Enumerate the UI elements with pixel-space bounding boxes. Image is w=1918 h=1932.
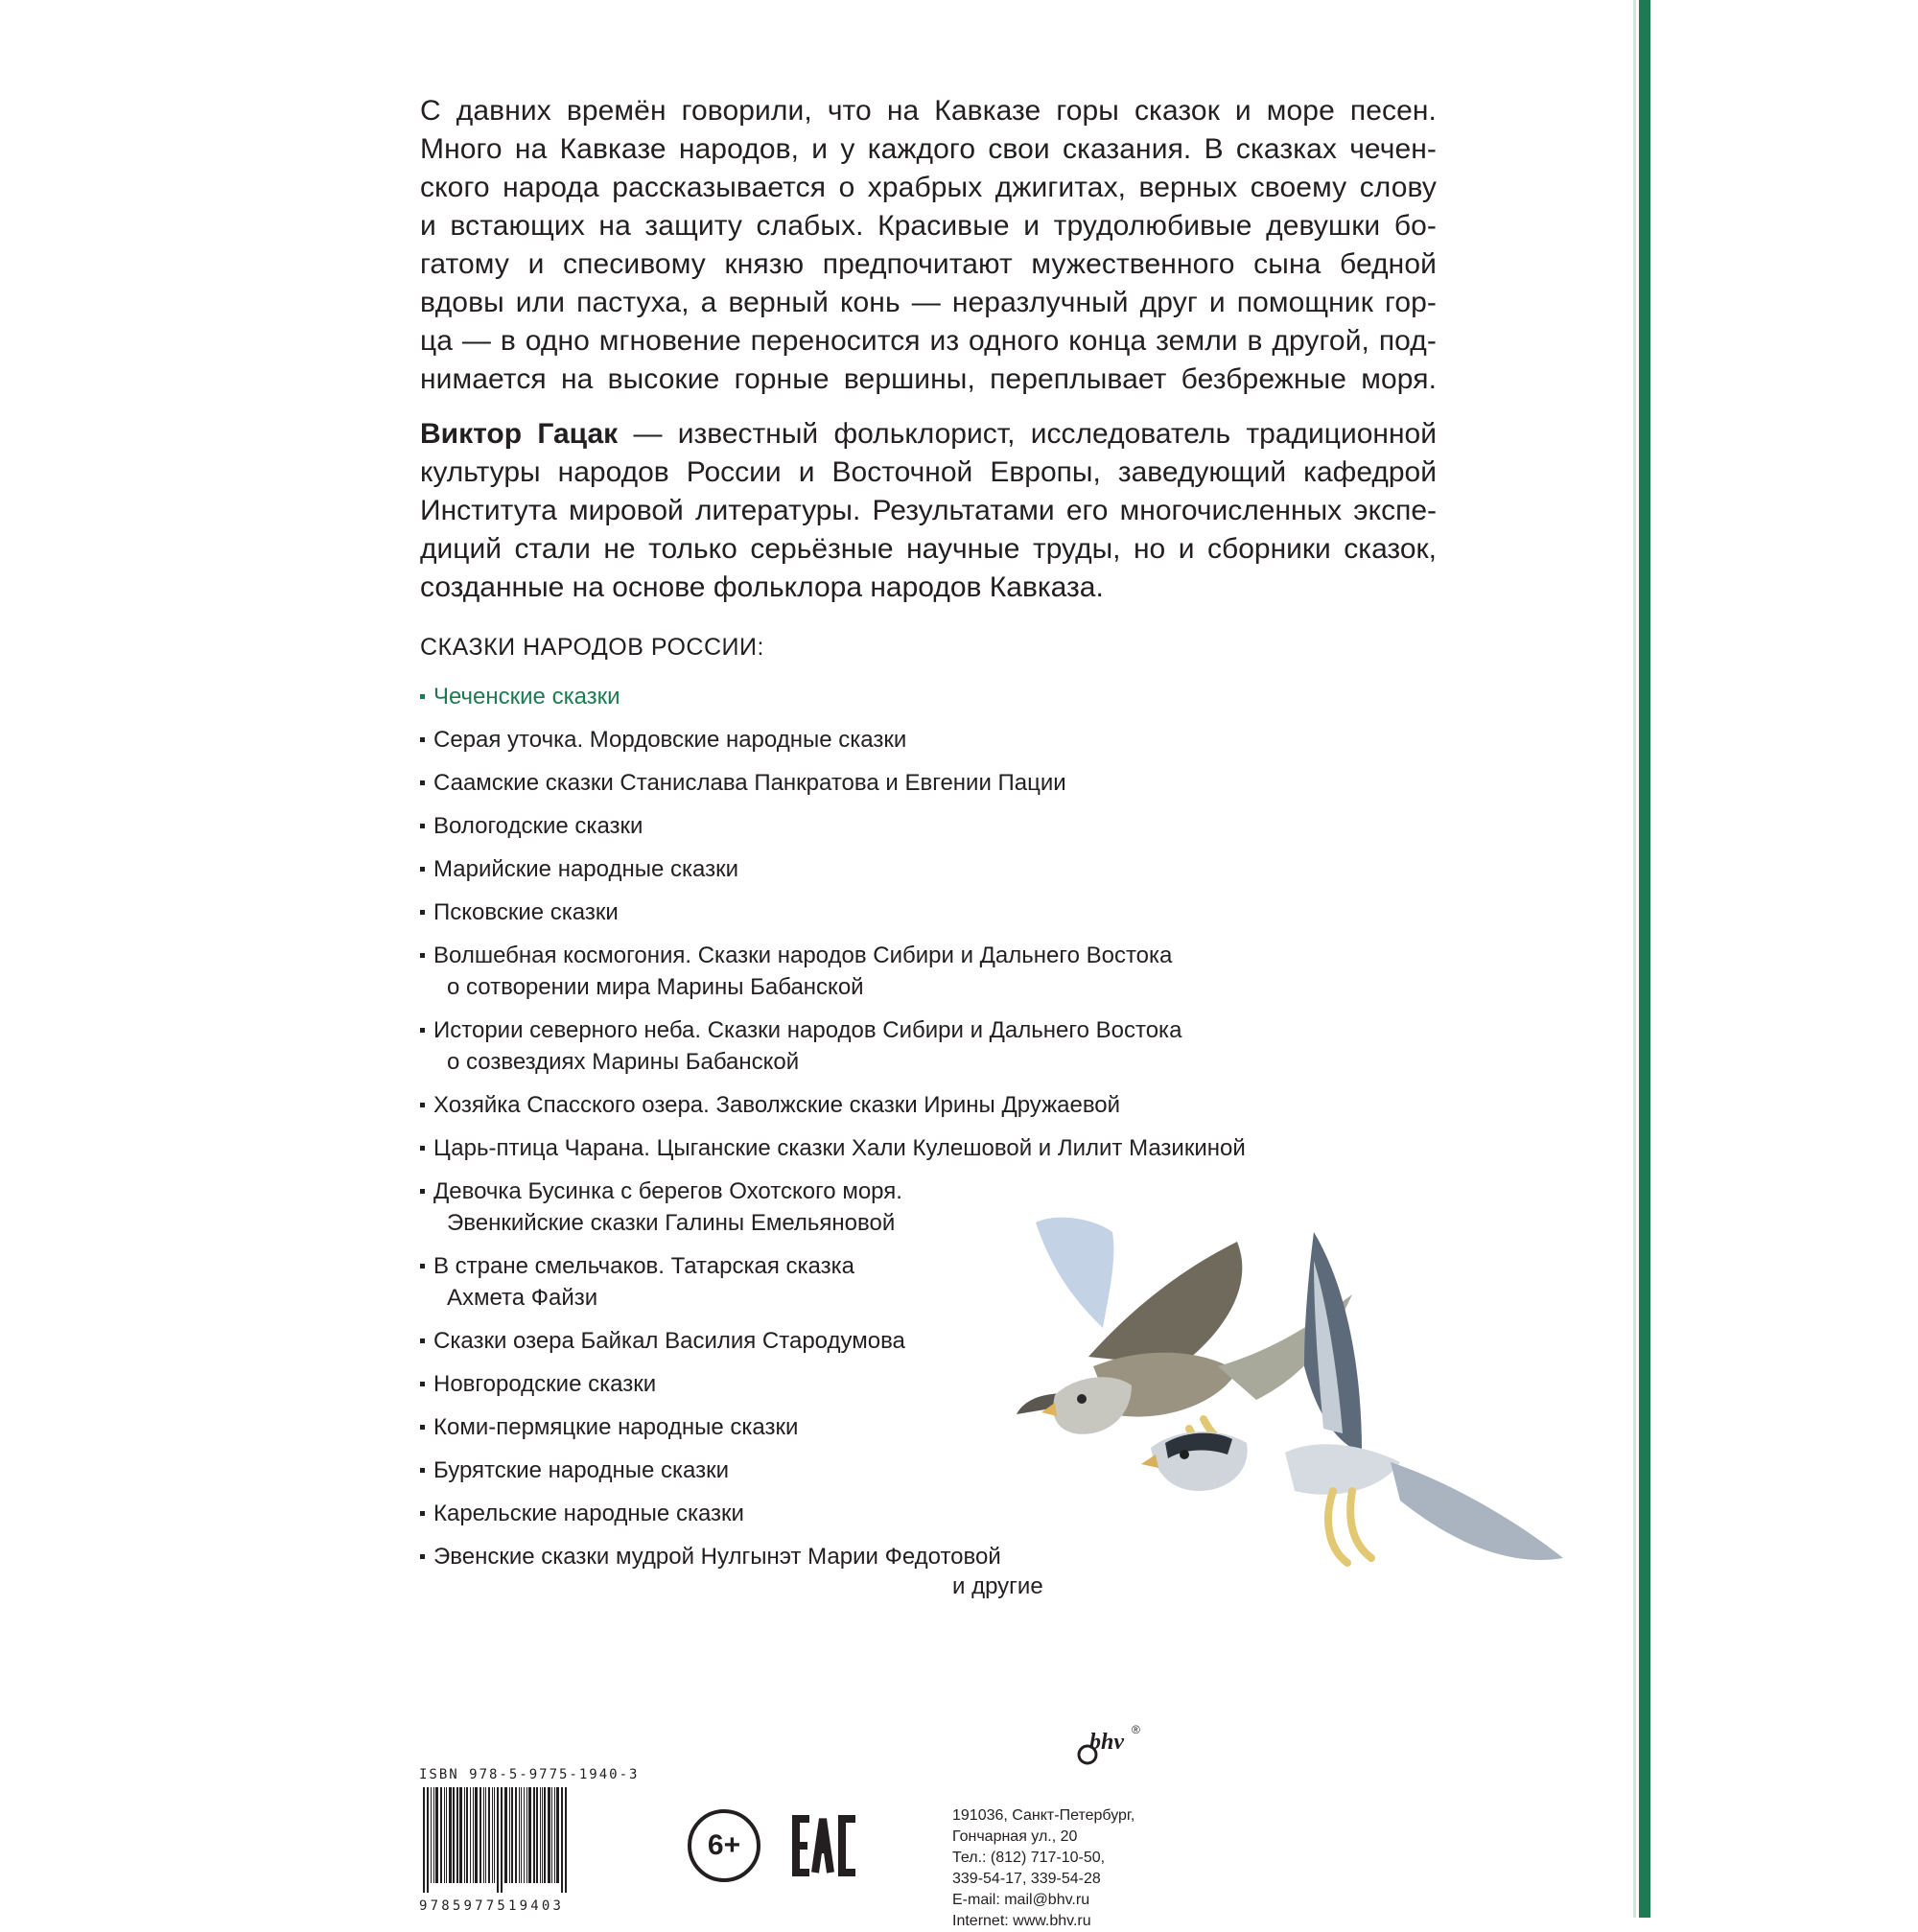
barcode-bar <box>464 1787 465 1883</box>
barcode-bar <box>470 1787 471 1883</box>
barcode-bar <box>521 1787 522 1883</box>
annotation-line: и встающих на защиту слабых. Красивые и трудолюбивые девушки бо- <box>420 210 1437 242</box>
barcode-bar <box>524 1787 525 1883</box>
publisher-email: E-mail: mail@bhv.ru <box>952 1892 1090 1908</box>
barcode-bar <box>431 1787 432 1883</box>
barcode-bar <box>542 1787 543 1883</box>
series-item-text: Псковские сказки <box>433 899 619 925</box>
series-item-subline: о сотворении мира Марины Бабанской <box>447 974 864 1000</box>
author-bio-line: созданные на основе фольклора народов Кавказа. <box>420 571 1104 603</box>
series-item-subline: о созвездиях Марины Бабанской <box>447 1049 800 1075</box>
age-rating-badge: 6+ <box>688 1809 760 1882</box>
bhv-logo <box>1076 1716 1162 1774</box>
barcode-bar <box>449 1787 452 1883</box>
barcode-bar <box>526 1787 527 1883</box>
book-annotation <box>420 92 1437 399</box>
series-item-text: Хозяйка Спасского озера. Заволжские сказки Ирины Дружаевой <box>433 1092 1121 1118</box>
barcode-bar <box>456 1787 458 1883</box>
series-item-current <box>420 681 1283 712</box>
barcode-bar <box>446 1787 447 1883</box>
series-item <box>420 1132 1283 1164</box>
author-bio-line: культуры народов России и Восточной Европы, заведующий кафедрой <box>420 456 1437 488</box>
barcode-bar <box>435 1787 438 1883</box>
series-item-text: Чеченские сказки <box>433 684 620 710</box>
barcode-bar <box>453 1787 455 1883</box>
series-item-text: Волшебная космогония. Сказки народов Сибири и Дальнего Востока <box>433 943 1173 968</box>
barcode-guard-bar <box>565 1787 567 1893</box>
series-item-text: Марийские народные сказки <box>433 856 738 882</box>
series-item-text: Эвенские сказки мудрой Нулгынэт Марии Федотовой <box>433 1544 1001 1570</box>
spine-edge-light <box>1633 0 1636 1918</box>
series-item <box>420 1089 1283 1121</box>
barcode-bar <box>492 1787 493 1883</box>
series-item-subline: Эвенкийские сказки Галины Емельяновой <box>447 1210 896 1236</box>
author-bio <box>420 415 1437 607</box>
barcode-bar <box>459 1787 462 1883</box>
publisher-website: Internet: www.bhv.ru <box>952 1913 1091 1929</box>
barcode-bar <box>483 1787 484 1883</box>
author-bio-line: диций стали не только серьёзные научные труды, но и сборники сказок, <box>420 533 1437 565</box>
series-item <box>420 853 1283 885</box>
barcode-guard-bar <box>501 1787 503 1893</box>
isbn-barcode <box>419 1787 649 1893</box>
barcode-bar <box>528 1787 531 1883</box>
series-item-text: Истории северного неба. Сказки народов Сибири и Дальнего Востока <box>433 1017 1182 1043</box>
barcode-guard-bar <box>423 1787 425 1893</box>
barcode-bar <box>485 1787 486 1883</box>
publisher-address <box>952 1805 1134 1932</box>
series-item-text: Серая уточка. Мордовские народные сказки <box>433 727 907 753</box>
barcode-bar <box>509 1787 510 1883</box>
barcode-bar <box>473 1787 474 1883</box>
barcode-bar <box>488 1787 490 1883</box>
annotation-line: Много на Кавказе народов, и у каждого свои сказания. В сказках чечен- <box>420 133 1437 165</box>
series-item-text: Сказки озера Байкал Василия Стародумова <box>433 1328 905 1354</box>
eac-mark <box>792 1815 861 1876</box>
annotation-line: нимается на высокие горные вершины, переплывает безбрежные моря. <box>420 363 1437 395</box>
annotation-line: гатому и спесивому князю предпочитают мужественного сына бедной <box>420 248 1437 280</box>
barcode-bar <box>475 1787 478 1883</box>
series-item-text: Вологодские сказки <box>433 813 643 839</box>
series-item-text: Бурятские народные сказки <box>433 1457 729 1483</box>
publisher-phone: 339-54-17, 339-54-28 <box>952 1871 1101 1887</box>
barcode-bar <box>556 1787 559 1883</box>
series-item-text: Коми-пермяцкие народные сказки <box>433 1414 799 1440</box>
series-item <box>420 724 1283 756</box>
author-bio-line <box>420 415 1437 454</box>
barcode-bar <box>466 1787 468 1883</box>
barcode-bar <box>544 1787 546 1883</box>
barcode-digits: 9785977519403 <box>419 1898 565 1914</box>
author-name: Виктор Гацак <box>420 418 619 450</box>
series-item-text: Царь-птица Чарана. Цыганские сказки Хали Кулешовой и Лилит Мазикиной <box>433 1135 1246 1161</box>
series-item <box>420 767 1283 799</box>
spine-edge-green <box>1639 0 1650 1918</box>
upper-falcon <box>1017 1218 1352 1467</box>
series-item <box>420 810 1283 842</box>
publisher-phone: Тел.: (812) 717-10-50, <box>952 1850 1106 1866</box>
series-item-text: Карельские народные сказки <box>433 1501 744 1526</box>
publisher-address-line: Гончарная ул., 20 <box>952 1828 1078 1845</box>
barcode-bar <box>519 1787 520 1883</box>
barcode-bar <box>548 1787 550 1883</box>
barcode-guard-bar <box>561 1787 563 1893</box>
barcode-bar <box>551 1787 552 1883</box>
barcode-bar <box>511 1787 513 1883</box>
series-item-text: Новгородские сказки <box>433 1371 657 1397</box>
barcode-guard-bar <box>427 1787 429 1893</box>
and-others-note: и другие <box>952 1573 1043 1599</box>
registered-mark: ® <box>1132 1723 1140 1736</box>
barcode-bar <box>440 1787 442 1883</box>
series-title: СКАЗКИ НАРОДОВ РОССИИ: <box>420 634 764 661</box>
barcode-bar <box>494 1787 495 1883</box>
series-item-subline: Ахмета Файзи <box>447 1285 598 1311</box>
series-item <box>420 896 1283 928</box>
series-item-text: Саамские сказки Станислава Панкратова и Евгении Пации <box>433 770 1066 796</box>
barcode-bar <box>536 1787 538 1883</box>
series-item <box>420 1014 1283 1078</box>
author-bio-line: Института мировой литературы. Результатами его многочисленных экспе- <box>420 495 1437 526</box>
falcons-illustration <box>997 1203 1573 1702</box>
bhv-logo-text: bhv <box>1089 1730 1124 1755</box>
annotation-line: ского народа рассказывается о храбрых джигитах, верных своему слову <box>420 172 1437 203</box>
barcode-bar <box>554 1787 555 1883</box>
publisher-address-line: 191036, Санкт-Петербург, <box>952 1807 1135 1824</box>
isbn-label: ISBN 978-5-9775-1940-3 <box>419 1767 640 1782</box>
series-item-text: В стране смельчаков. Татарская сказка <box>433 1253 854 1279</box>
barcode-bar <box>504 1787 507 1883</box>
barcode-bar <box>480 1787 481 1883</box>
annotation-line: С давних времён говорили, что на Кавказе горы сказок и море песен. <box>420 95 1437 127</box>
barcode-bar <box>540 1787 541 1883</box>
barcode-bar <box>533 1787 535 1883</box>
annotation-line: вдовы или пастуха, а верный конь — неразлучный друг и помощник гор- <box>420 287 1437 318</box>
annotation-line: ца — в одно мгновение переносится из одного конца земли в другой, под- <box>420 325 1437 357</box>
barcode-bar <box>444 1787 445 1883</box>
barcode-bar <box>433 1787 434 1883</box>
series-item-text: Девочка Бусинка с берегов Охотского моря. <box>433 1178 902 1204</box>
barcode-bar <box>515 1787 517 1883</box>
author-bio-text: — известный фольклорист, исследователь традиционной <box>618 418 1437 450</box>
series-item <box>420 940 1283 1003</box>
barcode-guard-bar <box>497 1787 499 1893</box>
